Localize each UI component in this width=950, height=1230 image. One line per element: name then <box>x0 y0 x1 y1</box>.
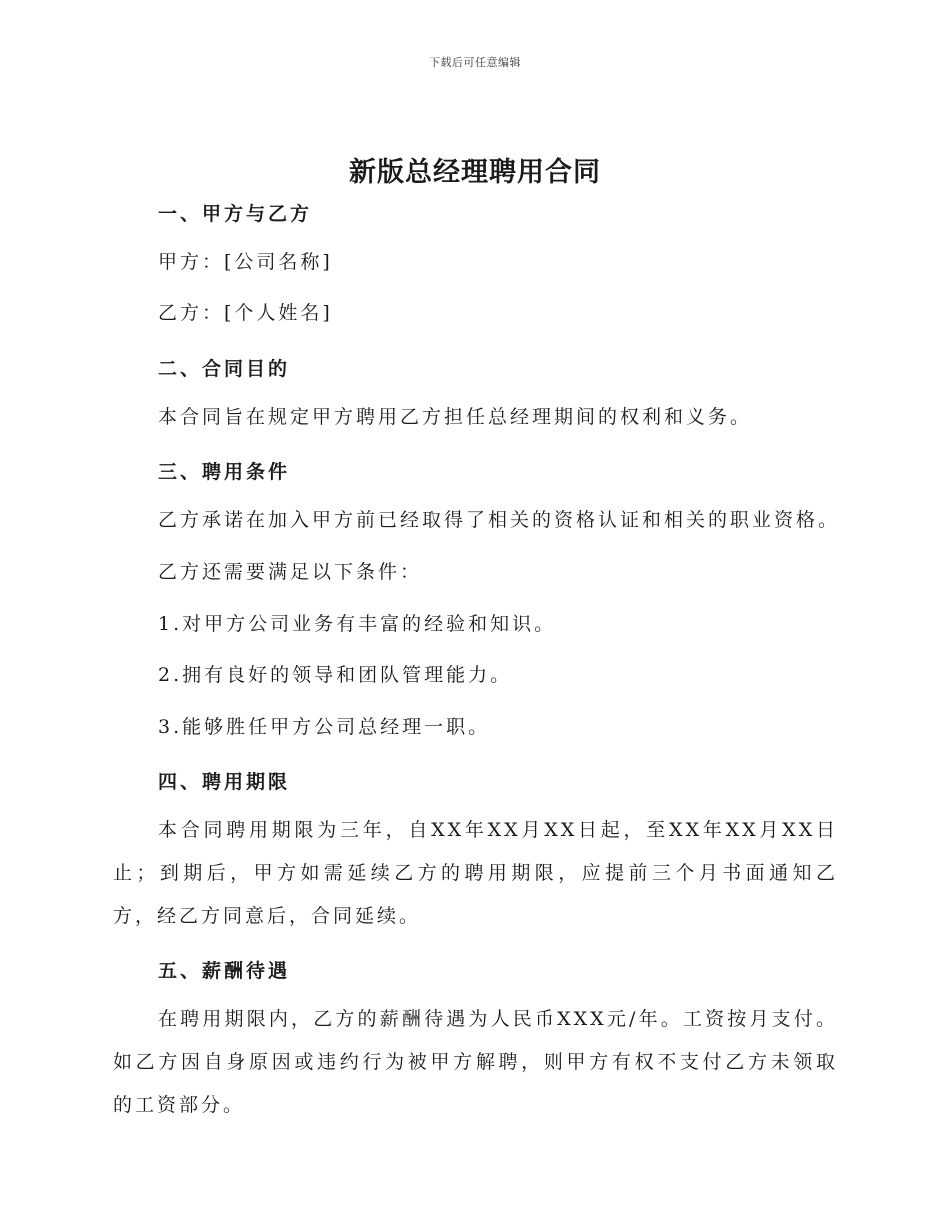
section-heading-conditions: 三、聘用条件 <box>158 461 291 483</box>
document-title: 新版总经理聘用合同 <box>349 157 601 188</box>
party-b-line: 乙方：[个人姓名] <box>158 302 333 324</box>
conditions-line-2: 乙方还需要满足以下条件： <box>158 561 423 583</box>
section-heading-purpose: 二、合同目的 <box>158 358 291 380</box>
party-a-line: 甲方：[公司名称] <box>158 251 333 273</box>
term-paragraph: 本合同聘用期限为三年，自XX年XX月XX日起，至XX年XX月XX日止；到期后，甲方如需延续乙方的聘用期限，应提前三个月书面通知乙方，经乙方同意后，合同延续。 <box>113 819 838 927</box>
condition-item-2: 2.拥有良好的领导和团队管理能力。 <box>158 664 513 686</box>
condition-item-1: 1.对甲方公司业务有丰富的经验和知识。 <box>158 613 557 635</box>
section-heading-term: 四、聘用期限 <box>158 771 291 793</box>
purpose-text: 本合同旨在规定甲方聘用乙方担任总经理期间的权利和义务。 <box>158 406 753 428</box>
conditions-line-1: 乙方承诺在加入甲方前已经取得了相关的资格认证和相关的职业资格。 <box>158 509 841 531</box>
section-heading-parties: 一、甲方与乙方 <box>158 203 313 225</box>
section-heading-salary: 五、薪酬待遇 <box>158 960 291 982</box>
condition-item-3: 3.能够胜任甲方公司总经理一职。 <box>158 716 491 738</box>
page-header-note: 下载后可任意编辑 <box>429 56 521 69</box>
salary-paragraph: 在聘用期限内，乙方的薪酬待遇为人民币XXX元/年。工资按月支付。如乙方因自身原因或违约行为被甲方解聘，则甲方有权不支付乙方未领取的工资部分。 <box>113 1008 838 1116</box>
